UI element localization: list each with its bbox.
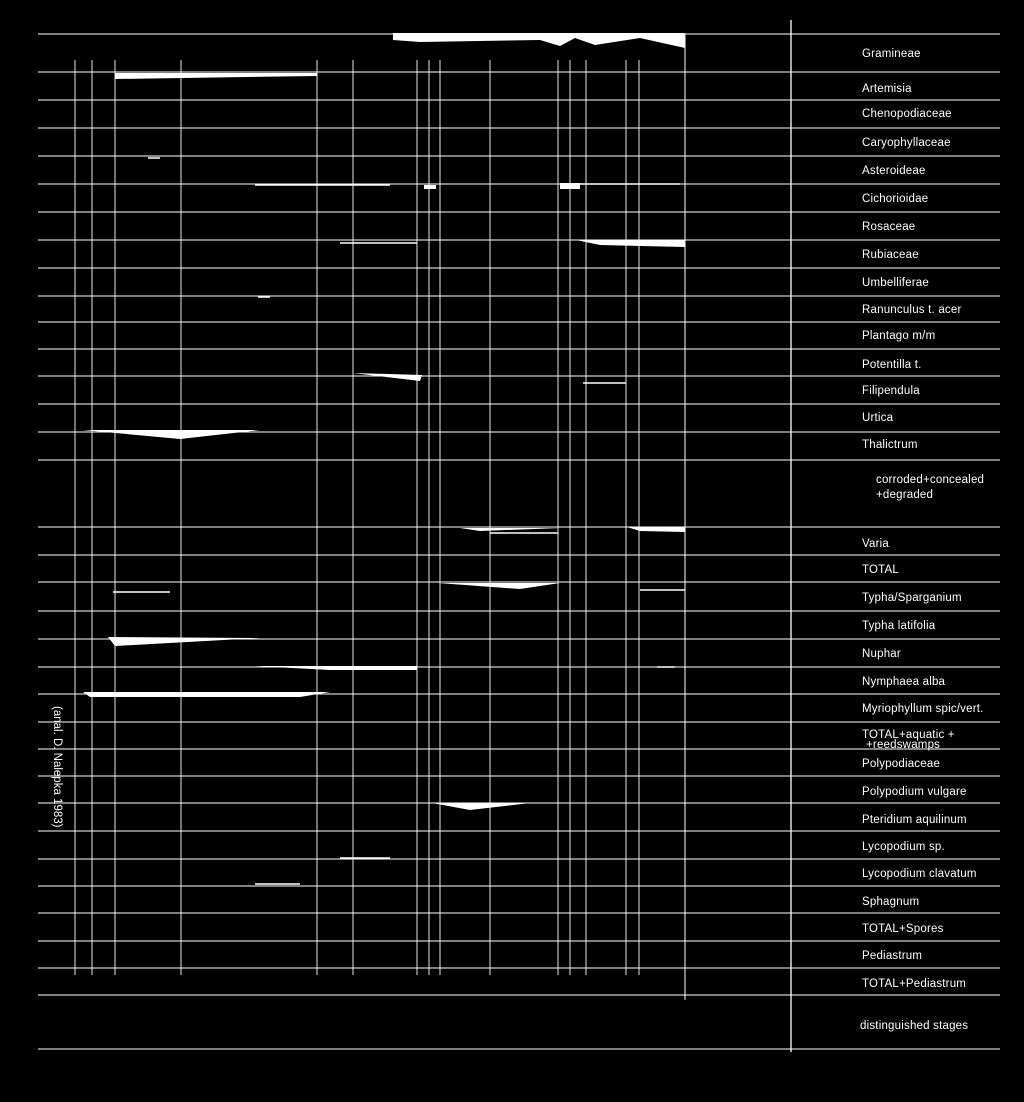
taxon-label-lycopodium-sp: Lycopodium sp.	[862, 841, 945, 853]
taxon-label-stages: distinguished stages	[860, 1020, 969, 1032]
curve-fill	[576, 240, 685, 247]
taxon-label-lycopodium-clavatum: Lycopodium clavatum	[862, 868, 977, 880]
taxon-label-thalictrum: Thalictrum	[862, 439, 918, 451]
taxon-label-polypodiaceae: Polypodiaceae	[862, 758, 941, 770]
curve-fill	[460, 528, 560, 531]
taxon-label-cichorioidae: Cichorioidae	[862, 193, 929, 205]
taxon-label-myriophyllum: Myriophyllum spic/vert.	[862, 703, 984, 715]
taxon-label-typha-latifolia: Typha latifolia	[862, 620, 936, 632]
taxon-label-caryophyllaceae: Caryophyllaceae	[862, 137, 951, 149]
taxon-label-typha-sparganium: Typha/Sparganium	[862, 592, 962, 604]
analyst-credit: (anal. D. Nalepka 1983)	[51, 706, 63, 828]
curve-fill	[108, 637, 260, 646]
taxon-label-total-aquatic: TOTAL+aquatic +	[862, 729, 955, 741]
taxon-label-artemisia: Artemisia	[862, 83, 912, 95]
taxon-label-filipendula: Filipendula	[862, 385, 920, 397]
curve-fill	[432, 803, 530, 810]
taxon-label-total-spores: TOTAL+Spores	[862, 923, 944, 935]
taxon-label-varia: Varia	[862, 538, 889, 550]
taxon-label-asteroideae: Asteroideae	[862, 165, 926, 177]
curve-fill	[83, 692, 330, 697]
taxon-label-pediastrum: Pediastrum	[862, 950, 923, 962]
curve-fill	[353, 373, 422, 381]
taxon-label-urtica: Urtica	[862, 412, 894, 424]
curve-fill	[83, 430, 260, 439]
curve-fill	[627, 527, 685, 532]
taxon-label-polypodium: Polypodium vulgare	[862, 786, 967, 798]
taxon-label-nymphaea: Nymphaea alba	[862, 676, 946, 688]
taxon-label-rubiaceae: Rubiaceae	[862, 249, 919, 261]
taxon-label-umbelliferae: Umbelliferae	[862, 277, 929, 289]
taxon-label-degraded: +degraded	[876, 489, 934, 501]
curve-fill	[438, 583, 560, 589]
curve-fill	[393, 33, 685, 48]
taxon-label-potentilla: Potentilla t.	[862, 359, 922, 371]
taxon-label-rosaceae: Rosaceae	[862, 221, 916, 233]
taxon-label-sphagnum: Sphagnum	[862, 896, 920, 908]
taxon-label-gramineae: Gramineae	[862, 48, 921, 60]
taxon-label-total: TOTAL	[862, 564, 899, 576]
taxon-label-reedswamps: +reedswamps	[866, 739, 941, 751]
taxon-label-pteridium: Pteridium aquilinum	[862, 814, 967, 826]
curve-fill	[424, 185, 436, 189]
curve-fill	[115, 73, 317, 79]
taxon-label-total-pediastrum: TOTAL+Pediastrum	[862, 978, 967, 990]
taxon-label-ranunculus: Ranunculus t. acer	[862, 304, 962, 316]
curve-fill	[255, 666, 417, 670]
taxon-label-corroded: corroded+concealed	[876, 474, 985, 486]
taxon-label-plantago: Plantago m/m	[862, 330, 936, 342]
taxon-label-nuphar: Nuphar	[862, 648, 901, 660]
taxon-label-chenopodiaceae: Chenopodiaceae	[862, 108, 952, 120]
